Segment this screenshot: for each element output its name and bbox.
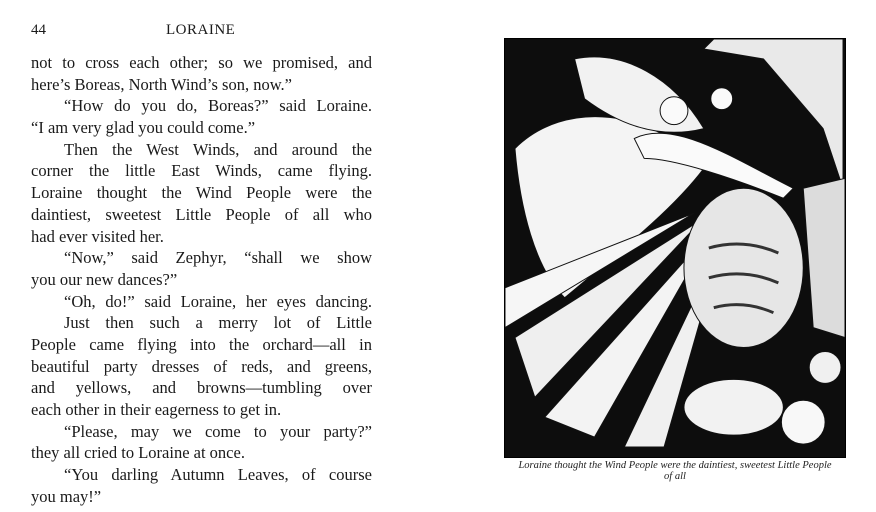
text-line: had ever visited her. [31, 226, 164, 246]
text-line: Just then such a merry lot of Little [64, 313, 372, 333]
running-title: LORAINE [166, 22, 236, 38]
page-number: 44 [31, 22, 46, 38]
text-line: “I am very glad you could come.” [31, 118, 256, 138]
text-line: “You darling Autumn Leaves, of course [64, 465, 372, 485]
text-line: you may!” [31, 486, 102, 506]
text-line: each other in their eagerness to get in. [31, 400, 282, 419]
illustration-caption [500, 460, 850, 482]
caption-line-2: of all [664, 471, 686, 482]
text-line: “Now,” said Zephyr, “shall we show [64, 248, 372, 268]
text-line: Loraine thought the Wind People were the [31, 183, 372, 203]
right-page [440, 0, 876, 512]
text-line: “Oh, do!” said Loraine, her eyes dancing. [64, 291, 372, 311]
text-line: they all cried to Loraine at once. [31, 443, 245, 463]
text-line: you our new dances?” [31, 269, 178, 289]
text-line: corner the little East Winds, came flying. [31, 161, 372, 181]
text-line: not to cross each other; so we promised, and [31, 53, 372, 72]
text-line: “Please, may we come to your party?” [64, 421, 372, 441]
text-line: “How do you do, Boreas?” said Loraine. [64, 96, 372, 116]
running-head [31, 22, 371, 42]
text-line: here’s Boreas, North Wind’s son, now.” [31, 74, 293, 94]
text-line: Then the West Winds, and around the [64, 139, 372, 159]
fairy-illustration-icon [505, 39, 845, 457]
text-line: daintiest, sweetest Little People of all who [31, 204, 372, 224]
body-text [31, 52, 372, 507]
illustration-image [504, 38, 846, 458]
text-line: beautiful party dresses of reds, and greens, [31, 356, 372, 376]
text-line: People came flying into the orchard—all in [31, 334, 372, 354]
text-line: and yellows, and browns—tumbling over [31, 378, 372, 398]
caption-line-1: Loraine thought the Wind People were the daintiest, sweetest Little People [518, 460, 832, 471]
